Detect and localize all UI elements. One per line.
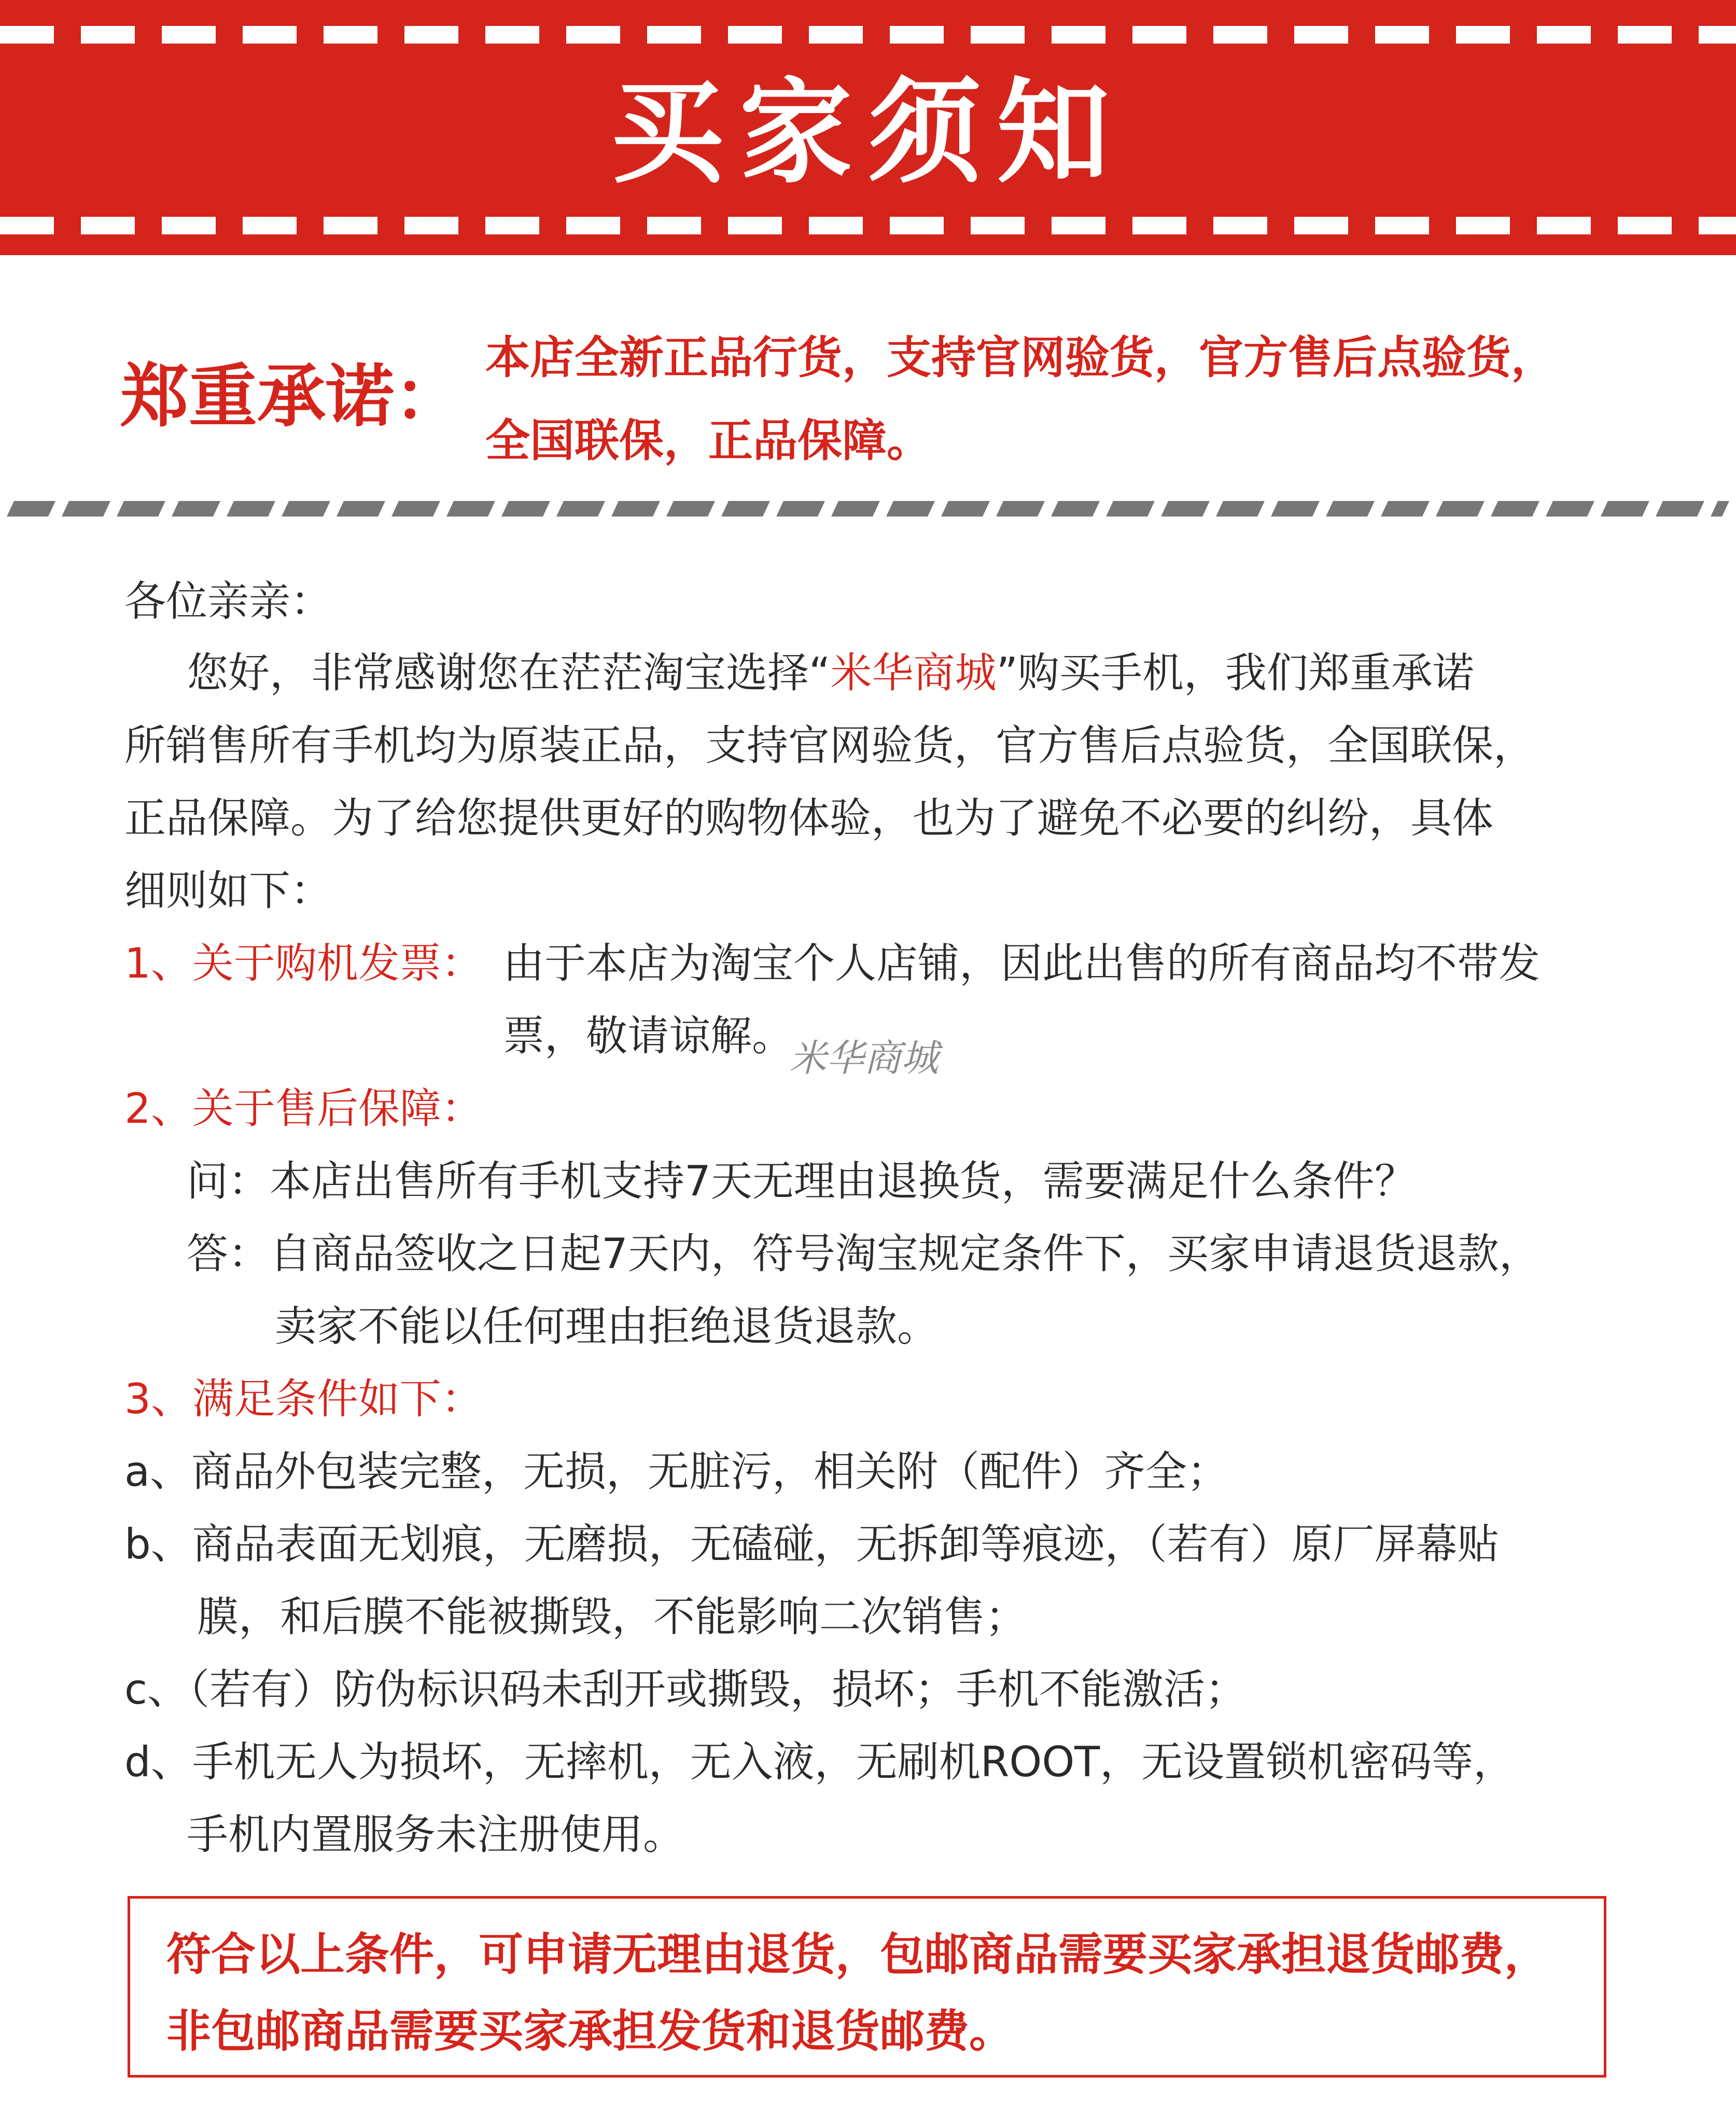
section-2-answer-2: 卖家不能以任何理由拒绝退货退款。 <box>275 1302 939 1350</box>
section-3-heading: 3、满足条件如下： <box>124 1375 483 1423</box>
intro-line-1-a: 您好，非常感谢您在茫茫淘宝选择“ <box>187 649 831 697</box>
intro-line-3: 正品保障。为了给您提供更好的购物体验，也为了避免不必要的纠纷，具体 <box>124 794 1493 842</box>
header-stripe-bottom <box>0 217 1736 234</box>
section-1-heading: 1、关于购机发票： <box>124 939 483 987</box>
promise-label: 郑重承诺： <box>120 357 463 437</box>
condition-b-2: 膜，和后膜不能被撕毁，不能影响二次销售； <box>197 1593 1027 1641</box>
return-notice-box <box>128 1896 1606 2078</box>
condition-d-2: 手机内置服务未注册使用。 <box>187 1810 684 1859</box>
header-stripe-top <box>0 26 1736 44</box>
promise-line-1: 本店全新正品行货，支持官网验货，官方售后点验货， <box>485 332 1556 384</box>
dashed-divider <box>7 501 1729 517</box>
section-2-heading: 2、关于售后保障： <box>124 1084 483 1133</box>
greeting: 各位亲亲： <box>124 577 332 625</box>
intro-line-4: 细则如下： <box>124 867 332 915</box>
intro-line-1-b: ”购买手机，我们郑重承诺 <box>996 649 1474 697</box>
intro-line-1 <box>187 642 1474 704</box>
condition-a: a、商品外包装完整，无损，无脏污，相关附（配件）齐全； <box>124 1447 1229 1496</box>
promise-line-2: 全国联保，正品保障。 <box>485 415 931 467</box>
intro-line-2: 所销售所有手机均为原装正品，支持官网验货，官方售后点验货，全国联保， <box>124 721 1535 770</box>
condition-b-1: b、商品表面无划痕，无磨损，无磕碰，无拆卸等痕迹，（若有）原厂屏幕贴 <box>124 1520 1499 1568</box>
section-1-text-1: 由于本店为淘宝个人店铺，因此出售的所有商品均不带发 <box>503 939 1540 987</box>
page-title: 买家须知 <box>611 67 1125 199</box>
section-2-answer-1: 答：自商品签收之日起7天内，符号淘宝规定条件下，买家申请退货退款， <box>187 1230 1541 1278</box>
section-1-text-2: 票，敬请谅解。 <box>503 1012 793 1060</box>
notice-line-1: 符合以上条件，可申请无理由退货，包邮商品需要买家承担退货邮费， <box>166 1929 1549 1981</box>
promise-text <box>485 316 1626 482</box>
header-banner <box>0 0 1736 255</box>
store-name: 米华商城 <box>830 649 997 697</box>
watermark: 米华商城 <box>789 1036 939 1080</box>
notice-line-2: 非包邮商品需要买家承担发货和退货邮费。 <box>166 2005 1014 2057</box>
condition-d-1: d、手机无人为损坏，无摔机，无入液，无刷机ROOT，无设置锁机密码等， <box>124 1738 1515 1786</box>
section-2-question: 问：本店出售所有手机支持7天无理由退换货，需要满足什么条件？ <box>187 1157 1416 1205</box>
condition-c: c、（若有）防伪标识码未刮开或撕毁，损坏；手机不能激活； <box>124 1665 1247 1713</box>
